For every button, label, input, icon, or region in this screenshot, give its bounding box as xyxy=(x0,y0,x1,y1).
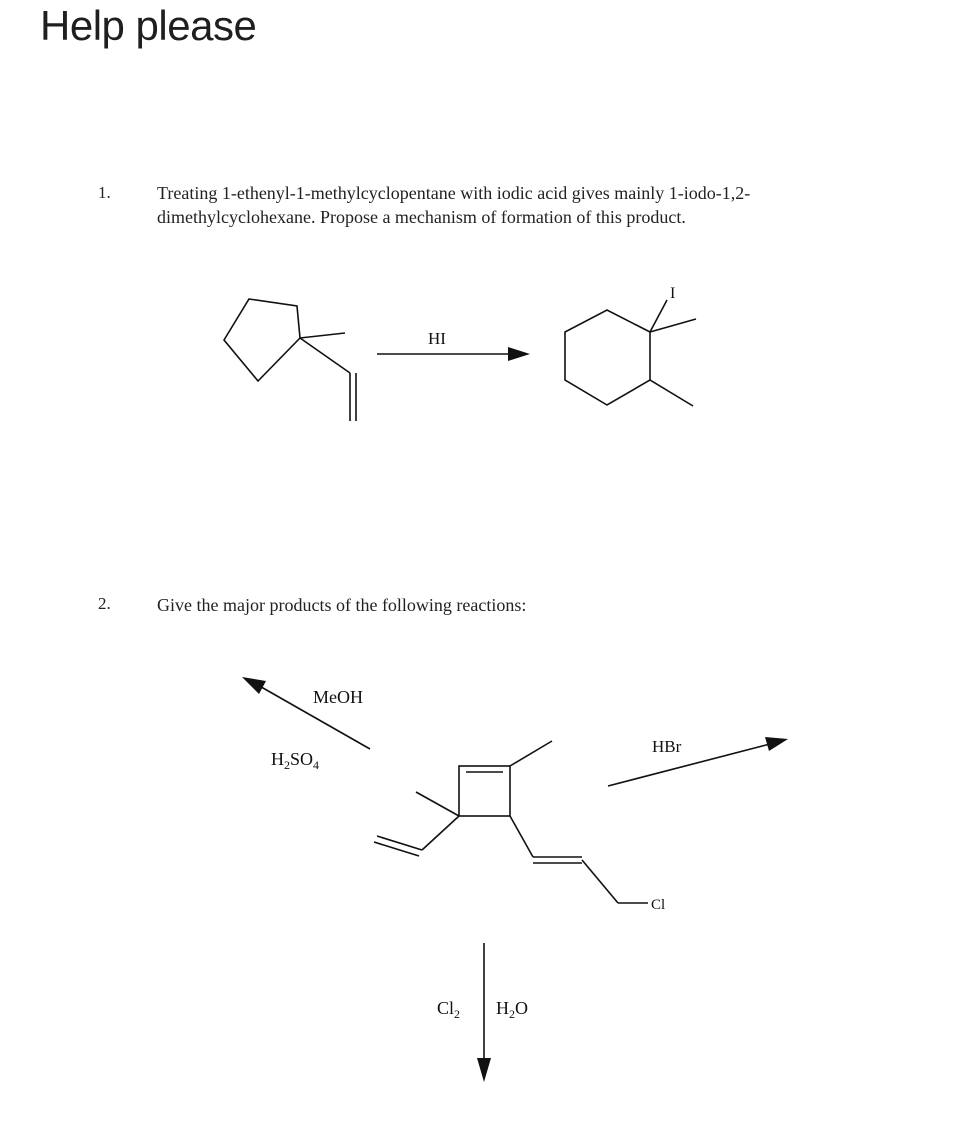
methyl-substituent xyxy=(510,741,552,766)
methyl-bond xyxy=(300,333,345,338)
reagent-h2o: $H_2O$ xyxy=(496,998,528,1021)
vinyl-double-a xyxy=(377,836,422,850)
question-2-number: 2. xyxy=(98,594,111,613)
arrow-line xyxy=(608,744,770,786)
arrow-head xyxy=(508,347,530,361)
vinyl-bond xyxy=(422,816,459,850)
question-1-number: 1. xyxy=(98,183,111,202)
arrow-head xyxy=(765,737,788,751)
cyclohexane-ring xyxy=(565,310,650,405)
methyl-bond-2 xyxy=(650,380,693,406)
reagent-meoh: MeOH xyxy=(313,687,363,707)
iodine-label: I xyxy=(670,285,676,302)
question-2-text: Give the major products of the following reactions: xyxy=(157,595,527,615)
product-iododimethylcyclohexane xyxy=(565,300,696,406)
reagent-h2so4: $H_2SO_4$ xyxy=(271,749,320,772)
arrow-head xyxy=(477,1058,491,1082)
cyclopentane-ring xyxy=(224,299,300,381)
methyl-bond-1 xyxy=(650,319,696,332)
reaction-arrow-1 xyxy=(377,347,530,361)
reagent-cl2: $Cl_2$ xyxy=(437,998,461,1021)
cyclobutene-ring xyxy=(459,766,510,816)
chloro-label: Cl xyxy=(651,897,666,913)
methyl-substituent-2 xyxy=(416,792,459,816)
reactant-ethenylmethylcyclopentane xyxy=(224,299,356,421)
arrow-head xyxy=(242,677,266,694)
question-1-text: Treating 1-ethenyl-1-methylcyclopentane with iodic acid gives mainly 1-iodo-1,2-dimethylcyclohexane. Propose a mechanism of formation of this product. xyxy=(157,183,751,227)
substrate-molecule xyxy=(374,741,648,903)
page-title: Help please xyxy=(40,2,257,49)
reagent-hbr: HBr xyxy=(652,737,682,756)
reaction-arrow-hbr xyxy=(608,737,788,786)
ch2-bond xyxy=(582,860,618,903)
vinyl-double-b xyxy=(374,842,419,856)
allyl-bond xyxy=(510,816,533,857)
vinyl-bond xyxy=(300,338,350,373)
reagent-hi: HI xyxy=(428,329,446,348)
reaction-arrow-cl2-h2o xyxy=(477,943,491,1082)
